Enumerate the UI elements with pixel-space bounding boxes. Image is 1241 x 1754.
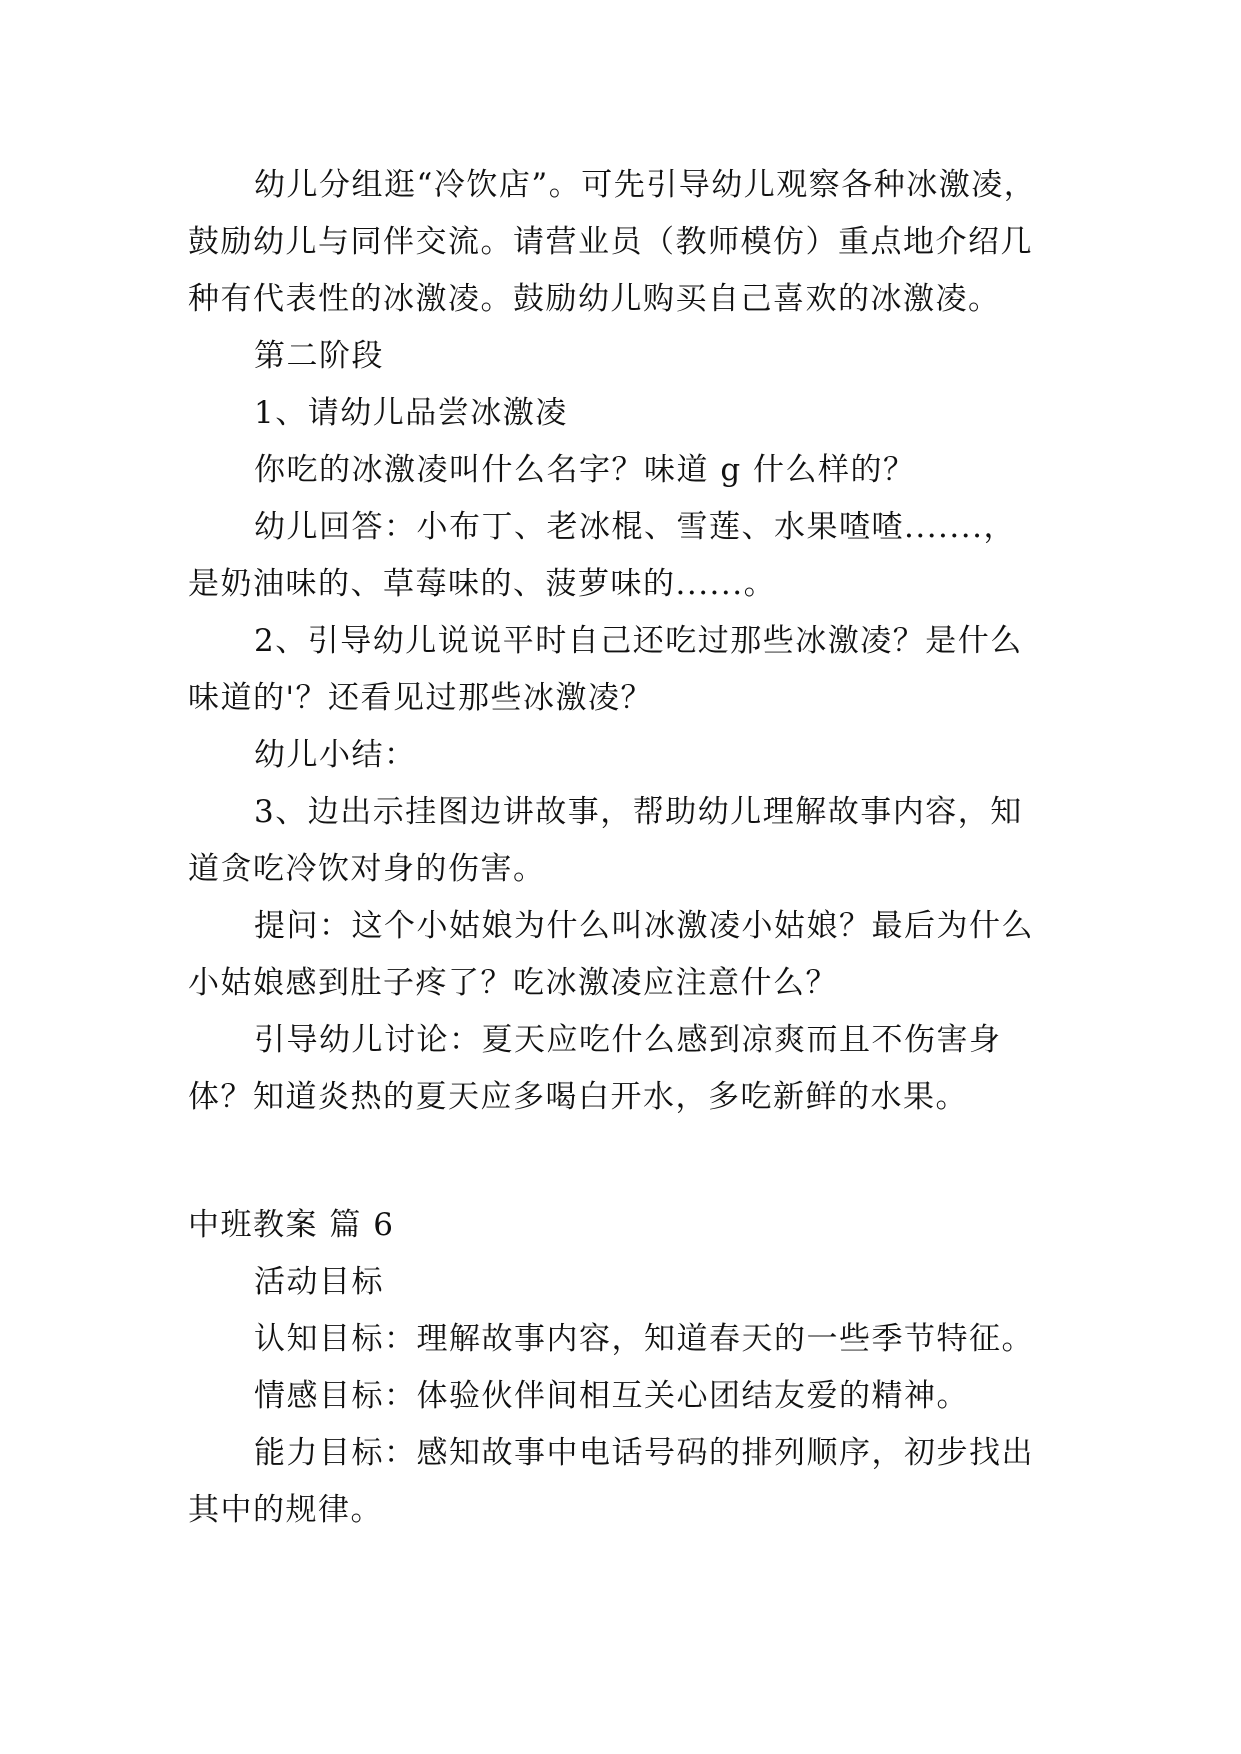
paragraph-line: 1、请幼儿品尝冰激凌 bbox=[254, 395, 568, 431]
paragraph-line: 鼓励幼儿与同伴交流。请营业员（教师模仿）重点地介绍几 bbox=[188, 224, 1033, 260]
paragraph-line: 情感目标：体验伙伴间相互关心团结友爱的精神。 bbox=[254, 1378, 969, 1414]
paragraph-line: 道贪吃冷饮对身的伤害。 bbox=[188, 851, 546, 887]
paragraph-line: 其中的规律。 bbox=[188, 1492, 383, 1528]
paragraph-line: 2、引导幼儿说说平时自己还吃过那些冰激凌？是什么 bbox=[254, 623, 1023, 659]
paragraph-line: 体？知道炎热的夏天应多喝白开水，多吃新鲜的水果。 bbox=[188, 1079, 968, 1115]
chapter-title: 中班教案 篇 6 bbox=[188, 1207, 395, 1243]
paragraph-line: 是奶油味的、草莓味的、菠萝味的......。 bbox=[188, 566, 777, 602]
paragraph-line: 认知目标：理解故事内容，知道春天的一些季节特征。 bbox=[254, 1321, 1034, 1357]
paragraph-line: 幼儿小结： bbox=[254, 737, 417, 773]
paragraph-line: 幼儿回答：小布丁、老冰棍、雪莲、水果喳喳.......， bbox=[254, 509, 1016, 545]
paragraph-line: 幼儿分组逛“冷饮店”。可先引导幼儿观察各种冰激凌， bbox=[254, 167, 1037, 203]
section-heading: 活动目标 bbox=[254, 1264, 384, 1300]
paragraph-line: 引导幼儿讨论：夏天应吃什么感到凉爽而且不伤害身 bbox=[254, 1022, 1002, 1058]
paragraph-line: 小姑娘感到肚子疼了？吃冰激凌应注意什么？ bbox=[188, 965, 838, 1001]
paragraph-line: 味道的'？还看见过那些冰激凌？ bbox=[188, 680, 654, 716]
paragraph-line: 种有代表性的冰激凌。鼓励幼儿购买自己喜欢的冰激凌。 bbox=[188, 281, 1001, 317]
paragraph-line: 你吃的冰激凌叫什么名字？味道 g 什么样的？ bbox=[254, 452, 916, 488]
section-heading: 第二阶段 bbox=[254, 338, 384, 374]
paragraph-line: 提问：这个小姑娘为什么叫冰激凌小姑娘？最后为什么 bbox=[254, 908, 1034, 944]
paragraph-line: 能力目标：感知故事中电话号码的排列顺序，初步找出 bbox=[254, 1435, 1034, 1471]
paragraph-line: 3、边出示挂图边讲故事，帮助幼儿理解故事内容，知 bbox=[254, 794, 1023, 830]
